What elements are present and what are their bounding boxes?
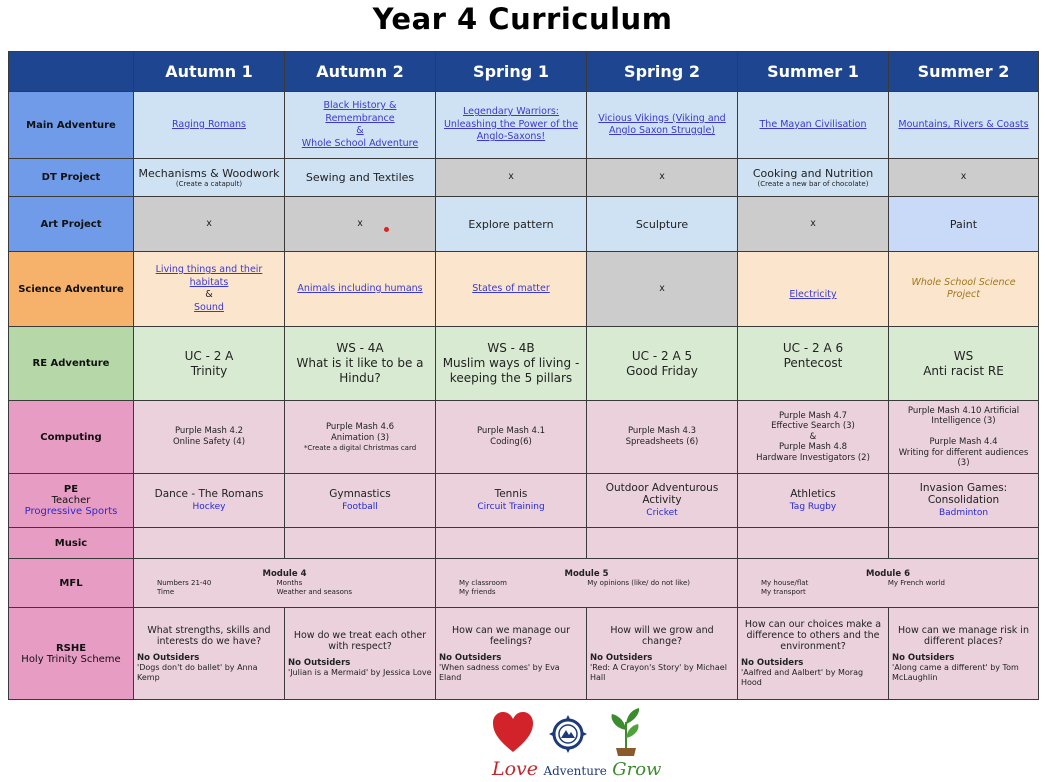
- science-link[interactable]: States of matter: [472, 282, 550, 294]
- computing-line: Animation (3): [330, 432, 390, 443]
- rshe-question: How can we manage our feelings?: [451, 624, 571, 647]
- term-header: Summer 1: [738, 52, 889, 92]
- computing-line: Writing for different audiences (3): [898, 447, 1029, 468]
- mfl-topic: My friends: [459, 588, 496, 596]
- science-row: [9, 252, 1039, 327]
- mfl-topic: My house/flat: [761, 579, 809, 587]
- pe-provider-label: Progressive Sports: [24, 506, 118, 517]
- dt-title: Mechanisms & Woodwork: [138, 166, 280, 180]
- art-cell: Paint: [889, 197, 1039, 252]
- rshe-heading: No Outsiders: [137, 652, 200, 663]
- art-cell: Sculpture: [587, 197, 738, 252]
- rshe-scheme-label: Holy Trinity Scheme: [21, 653, 121, 665]
- science-cell: [587, 252, 738, 327]
- pe-cell: [436, 474, 587, 528]
- mfl-topic: My classroom: [459, 579, 507, 587]
- dt-project-row: [9, 159, 1039, 197]
- science-empty: x: [659, 282, 665, 294]
- pe-teacher-label: Teacher: [51, 495, 91, 506]
- pe-cell: [134, 474, 285, 528]
- music-row: [9, 528, 1039, 559]
- dt-subtitle: (Create a new bar of chocolate): [757, 179, 869, 188]
- science-link[interactable]: Animals including humans: [297, 282, 423, 294]
- dt-title: x: [960, 171, 967, 183]
- rshe-heading: No Outsiders: [439, 652, 502, 663]
- dt-subtitle: (Create a catapult): [175, 179, 243, 188]
- pe-cell: [738, 474, 889, 528]
- rshe-question: How can our choices make a difference to others and the environment?: [744, 619, 882, 652]
- row-label-pe: [9, 474, 134, 528]
- music-cell: [738, 528, 889, 559]
- computing-cell: [889, 401, 1039, 474]
- re-topic: Good Friday: [626, 363, 698, 378]
- computing-line: Purple Mash 4.2: [174, 426, 244, 436]
- computing-cell: [738, 401, 889, 474]
- computing-line: Purple Mash 4.7: [778, 410, 848, 421]
- rshe-book: 'Aalfred and Aalbert' by Morag Hood: [741, 668, 864, 687]
- pe-sub: Circuit Training: [477, 502, 545, 512]
- mfl-topic: Time: [157, 588, 175, 596]
- computing-line: Purple Mash 4.4: [929, 437, 998, 447]
- main-adventure-link[interactable]: Mountains, Rivers & Coasts: [898, 118, 1029, 130]
- term-header: Autumn 2: [285, 52, 436, 92]
- computing-line: Intelligence (3): [931, 416, 996, 426]
- pe-main: Outdoor Adventurous Activity: [605, 482, 719, 506]
- pe-main: Tennis: [494, 488, 528, 500]
- mfl-topic: My French world: [887, 579, 945, 587]
- rshe-heading: No Outsiders: [892, 652, 955, 663]
- art-project-row: [9, 197, 1039, 252]
- mfl-topic: Months: [276, 579, 303, 587]
- main-adventure-link[interactable]: Unleashing the Power of the: [443, 118, 579, 130]
- mfl-block: [134, 559, 436, 608]
- mfl-block: [436, 559, 738, 608]
- main-adventure-link[interactable]: Whole School Adventure: [301, 137, 419, 149]
- rshe-cell: [436, 608, 587, 700]
- re-topic: Anti racist RE: [923, 363, 1004, 378]
- science-whole-school: Whole School Science: [911, 276, 1016, 288]
- header-row: [9, 52, 1039, 92]
- pe-cell: [587, 474, 738, 528]
- rshe-book: 'Dogs don't do ballet' by Anna Kemp: [137, 662, 258, 682]
- rshe-cell: [587, 608, 738, 700]
- rshe-cell: [134, 608, 285, 700]
- rshe-question: How do we treat each other with respect?: [293, 629, 427, 652]
- heart-icon: [493, 712, 533, 752]
- re-cell: [285, 327, 436, 401]
- computing-line: &: [809, 431, 817, 442]
- rshe-question: What strengths, skills and interests do we have?: [147, 624, 271, 647]
- science-link[interactable]: habitats: [189, 276, 229, 288]
- computing-line: Purple Mash 4.6: [325, 421, 395, 432]
- term-header: Spring 1: [436, 52, 587, 92]
- pe-cell: [285, 474, 436, 528]
- term-header: Spring 2: [587, 52, 738, 92]
- computing-line: Purple Mash 4.3: [627, 426, 697, 436]
- dt-cell: [587, 159, 738, 197]
- re-code: WS: [953, 348, 974, 363]
- rshe-cell: [889, 608, 1039, 700]
- rshe-cell: [285, 608, 436, 700]
- pe-main: Gymnastics: [329, 488, 391, 500]
- pe-sub: Badminton: [938, 508, 989, 518]
- science-link[interactable]: Living things and their: [155, 264, 263, 275]
- rshe-label: RSHE: [55, 642, 87, 654]
- rshe-heading: No Outsiders: [590, 652, 653, 663]
- music-cell: [436, 528, 587, 559]
- dt-cell: [436, 159, 587, 197]
- main-adventure-link[interactable]: The Mayan Civilisation: [759, 118, 867, 130]
- science-cell: [285, 252, 436, 327]
- computing-note: *Create a digital Christmas card: [303, 443, 417, 452]
- pe-main: Invasion Games: Consolidation: [919, 482, 1008, 506]
- pe-sub: Cricket: [646, 508, 678, 518]
- rshe-book: 'When sadness comes' by Eva Eland: [439, 662, 560, 682]
- rshe-question: How can we manage risk in different places?: [898, 624, 1029, 647]
- dt-cell: [134, 159, 285, 197]
- mfl-module-title: Module 4: [262, 569, 307, 579]
- main-adventure-link[interactable]: Legendary Warriors:: [462, 106, 560, 118]
- pe-label: PE: [63, 484, 79, 495]
- science-link[interactable]: Electricity: [789, 289, 837, 300]
- school-logo: [490, 708, 660, 780]
- science-link[interactable]: Sound: [194, 301, 224, 313]
- main-adventure-link[interactable]: Anglo-Saxons!: [476, 131, 546, 143]
- main-adventure-link[interactable]: Anglo Saxon Struggle): [609, 125, 715, 136]
- science-amp: &: [205, 289, 213, 300]
- mfl-block: [738, 559, 1039, 608]
- re-code: UC - 2 A 5: [631, 348, 693, 363]
- music-cell: [134, 528, 285, 559]
- computing-cell: [285, 401, 436, 474]
- science-cell: [134, 252, 285, 327]
- rshe-book: 'Red: A Crayon's Story' by Michael Hall: [590, 662, 727, 682]
- row-label-music: Music: [9, 528, 134, 559]
- mfl-topic: Weather and seasons: [276, 588, 352, 596]
- row-label-science: Science Adventure: [9, 252, 134, 327]
- re-code: UC - 2 A 6: [782, 341, 844, 355]
- rshe-cell: [738, 608, 889, 700]
- row-label-art-project: Art Project: [9, 197, 134, 252]
- page-title: Year 4 Curriculum: [372, 2, 673, 36]
- rshe-row: [9, 608, 1039, 700]
- computing-line: Purple Mash 4.8: [778, 442, 848, 453]
- computing-row: [9, 401, 1039, 474]
- logo-icons: [490, 708, 660, 758]
- sprout-icon: [612, 708, 640, 756]
- main-adventure-row: [9, 92, 1039, 159]
- re-cell: [134, 327, 285, 401]
- mfl-topic: Numbers 21-40: [157, 579, 212, 587]
- computing-cell: [134, 401, 285, 474]
- row-label-re: RE Adventure: [9, 327, 134, 401]
- mfl-topic: My opinions (like/ do not like): [587, 579, 690, 587]
- re-row: [9, 327, 1039, 401]
- computing-line: Coding(6): [490, 437, 532, 447]
- mfl-topic: My transport: [761, 588, 806, 596]
- row-label-dt-project: DT Project: [9, 159, 134, 197]
- main-adventure-link[interactable]: &: [356, 125, 364, 136]
- art-cell: Explore pattern: [436, 197, 587, 252]
- music-cell: [285, 528, 436, 559]
- pe-sub: Hockey: [192, 502, 226, 512]
- logo-adventure: Adventure: [543, 764, 607, 778]
- re-code: WS - 4A: [336, 341, 384, 355]
- dt-title: Cooking and Nutrition: [752, 166, 874, 180]
- computing-line: Effective Search (3): [771, 421, 855, 432]
- pe-row: [9, 474, 1039, 528]
- re-cell: [738, 327, 889, 401]
- compass-icon: [549, 715, 587, 753]
- row-label-computing: Computing: [9, 401, 134, 474]
- science-whole-school: Project: [947, 289, 980, 300]
- mfl-row: [9, 559, 1039, 608]
- pe-cell: [889, 474, 1039, 528]
- computing-line: Hardware Investigators (2): [756, 452, 870, 463]
- pe-sub: Football: [342, 502, 378, 512]
- computing-line: Spreadsheets (6): [625, 437, 699, 447]
- rshe-heading: No Outsiders: [741, 658, 804, 668]
- pe-main: Dance - The Romans: [154, 488, 264, 500]
- row-label-mfl: MFL: [9, 559, 134, 608]
- main-adventure-cell: [889, 92, 1039, 159]
- main-adventure-cell: [285, 92, 436, 159]
- term-header: Summer 2: [889, 52, 1039, 92]
- computing-line: Purple Mash 4.1: [476, 426, 546, 436]
- dt-cell: [889, 159, 1039, 197]
- dt-title: Sewing and Textiles: [305, 171, 415, 184]
- computing-line: Purple Mash 4.10 Artificial: [907, 405, 1020, 416]
- computing-cell: [587, 401, 738, 474]
- pe-sub: Tag Rugby: [789, 502, 837, 512]
- logo-love: Love: [492, 758, 539, 780]
- dt-cell: [285, 159, 436, 197]
- dt-title: x: [508, 171, 514, 183]
- rshe-question: How will we grow and change?: [610, 624, 714, 647]
- re-topic: Pentecost: [783, 356, 843, 370]
- science-cell: [738, 252, 889, 327]
- dt-cell: [738, 159, 889, 197]
- re-cell: [587, 327, 738, 401]
- re-topic: Trinity: [190, 363, 228, 378]
- art-cell: x: [285, 197, 436, 252]
- rshe-book: 'Along came a different' by Tom McLaughlin: [892, 662, 1019, 682]
- rshe-book: 'Julian is a Mermaid' by Jessica Love: [288, 667, 432, 677]
- main-adventure-cell: [587, 92, 738, 159]
- re-topic: What is it like to be a Hindu?: [296, 356, 424, 385]
- main-adventure-link[interactable]: Raging Romans: [172, 118, 246, 130]
- main-adventure-link[interactable]: Remembrance: [325, 112, 395, 124]
- art-cell: x: [134, 197, 285, 252]
- dt-title: x: [659, 171, 665, 183]
- main-adventure-cell: [134, 92, 285, 159]
- term-header: Autumn 1: [134, 52, 285, 92]
- re-cell: [436, 327, 587, 401]
- main-adventure-link[interactable]: Black History &: [323, 100, 397, 111]
- music-cell: [889, 528, 1039, 559]
- science-cell: [889, 252, 1039, 327]
- main-adventure-link[interactable]: Vicious Vikings (Viking and: [598, 112, 726, 124]
- red-dot-marker: [384, 227, 389, 232]
- mfl-module-title: Module 5: [564, 569, 609, 579]
- logo-text: [492, 758, 661, 780]
- re-cell: [889, 327, 1039, 401]
- science-cell: [436, 252, 587, 327]
- pe-main: Athletics: [790, 488, 836, 500]
- row-label-rshe: [9, 608, 134, 700]
- mfl-module-title: Module 6: [866, 569, 910, 579]
- art-cell: x: [738, 197, 889, 252]
- computing-line: Online Safety (4): [172, 437, 246, 447]
- corner-cell: [9, 52, 134, 92]
- music-cell: [587, 528, 738, 559]
- row-label-main-adventure: Main Adventure: [9, 92, 134, 159]
- main-adventure-cell: [436, 92, 587, 159]
- re-topic: Muslim ways of living - keeping the 5 pillars: [442, 356, 580, 385]
- main-adventure-cell: [738, 92, 889, 159]
- computing-cell: [436, 401, 587, 474]
- rshe-heading: No Outsiders: [288, 657, 351, 668]
- logo-grow: Grow: [612, 759, 662, 780]
- re-code: WS - 4B: [487, 341, 535, 355]
- curriculum-table: [8, 51, 1039, 700]
- re-code: UC - 2 A: [184, 348, 234, 363]
